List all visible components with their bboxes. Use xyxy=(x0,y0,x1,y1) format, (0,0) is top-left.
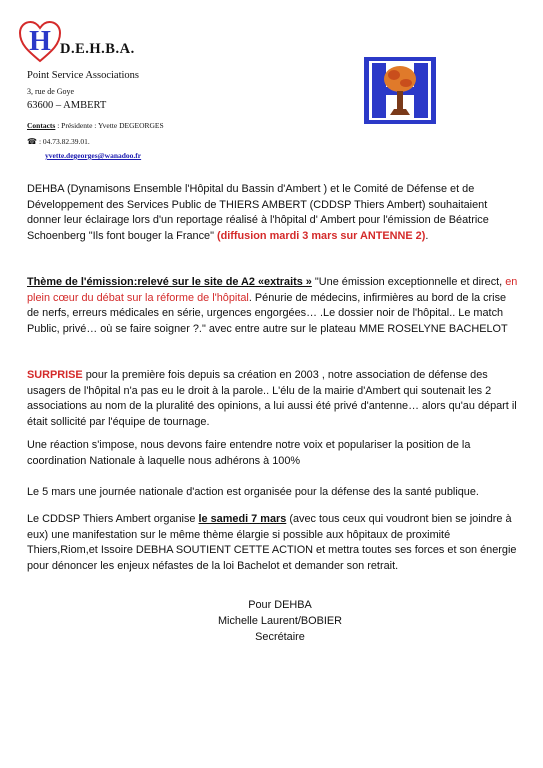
heart-h-logo xyxy=(18,20,62,64)
surprise-label: SURPRISE xyxy=(27,369,83,381)
theme-red: en plein cœur du débat sur la réforme de l'hôpital xyxy=(27,276,518,304)
contacts-line xyxy=(27,121,164,130)
phone-number: : 04.73.82.39.01. xyxy=(38,137,90,146)
theme-part2: . Pénurie de médecins, infirmières au bord de la crise de nerfs, erreurs médicales en série, urgences engorgées… .Le dossier noir de l'hôpital.. Le match Public, privé… où se faire soigner ?." avec entre autre sur le plateau MME ROSELYNE BACHELOT xyxy=(27,291,508,335)
subtitle: Point Service Associations xyxy=(27,70,139,81)
contacts-label: Contacts xyxy=(27,121,56,130)
email-link[interactable]: yvette.degeorges@wanadoo.fr xyxy=(45,151,142,160)
paragraph-surprise xyxy=(27,368,519,430)
brand-name: D.E.H.B.A. xyxy=(60,41,135,57)
paragraph-national-day: Le 5 mars une journée nationale d'action est organisée pour la défense des la santé publique. xyxy=(27,486,479,498)
demo-part1: Le CDDSP Thiers Ambert organise xyxy=(27,513,199,525)
hospital-emblem-image xyxy=(364,57,436,124)
phone-line xyxy=(27,137,90,146)
phone-icon: ☎ xyxy=(27,137,37,146)
street-address: 3, rue de Goye xyxy=(27,87,75,96)
signature-block xyxy=(160,598,400,645)
city: 63600 – AMBERT xyxy=(27,100,107,111)
intro-end: . xyxy=(425,229,429,242)
signature-line3: Secrétaire xyxy=(255,630,305,643)
logo-letter: H xyxy=(29,26,51,57)
demo-date: le samedi 7 mars xyxy=(198,513,287,525)
contacts-value: : Présidente : Yvette DEGEORGES xyxy=(55,121,164,130)
signature-line2: Michelle Laurent/BOBIER xyxy=(217,614,343,627)
signature-line1: Pour DEHBA xyxy=(248,599,312,611)
demo-part2: (avec tous ceux qui voudront bien se joindre à eux) une manifestation sur le même thème élargie si possible aux hôpitaux de proximité Thiers,Riom,et Issoire DEBHA SOUTIENT CETTE ACTION et mettra toutes ses forces et son énergie pour dénoncer les enjeux néfastes de la loi Bachelot et demander son retrait. xyxy=(27,513,517,572)
paragraph-theme xyxy=(27,275,519,337)
paragraph-reaction: Une réaction s'impose, nous devons faire entendre notre voix et populariser la position de la coordination Nationale à laquelle nous adhérons à 100% xyxy=(27,439,471,467)
surprise-text: pour la première fois depuis sa création en 2003 , notre association de défense des usagers de l'hôpital n'a pas eu le droit à la parole.. L'élu de la mairie d'Ambert qui soutenait les 2 associations au nom de la pluralité des opinions, a lui aussi été privé d'antenne… alors qu'au départ il était sollicité par l'équipe de tournage. xyxy=(27,369,517,428)
theme-part1: "Une émission exceptionnelle et direct, xyxy=(311,276,506,288)
broadcast-info: (diffusion mardi 3 mars sur ANTENNE 2) xyxy=(216,229,426,242)
paragraph-demonstration xyxy=(27,512,519,574)
intro-text: DEHBA (Dynamisons Ensemble l'Hôpital du Bassin d'Ambert ) et le Comité de Défense et de Développement des Services Public de THIERS AMBERT (CDDSP Thiers Ambert) souhaitaient donner leur éclairage lors d'un reportage réalisé à l'hôpital d' Ambert pour l'émission de Béatrice Schoenberg "Ils font bouger la France" xyxy=(27,183,489,242)
theme-heading: Thème de l'émission:relevé sur le site de A2 «extraits » xyxy=(27,276,312,288)
paragraph-intro xyxy=(27,182,519,244)
